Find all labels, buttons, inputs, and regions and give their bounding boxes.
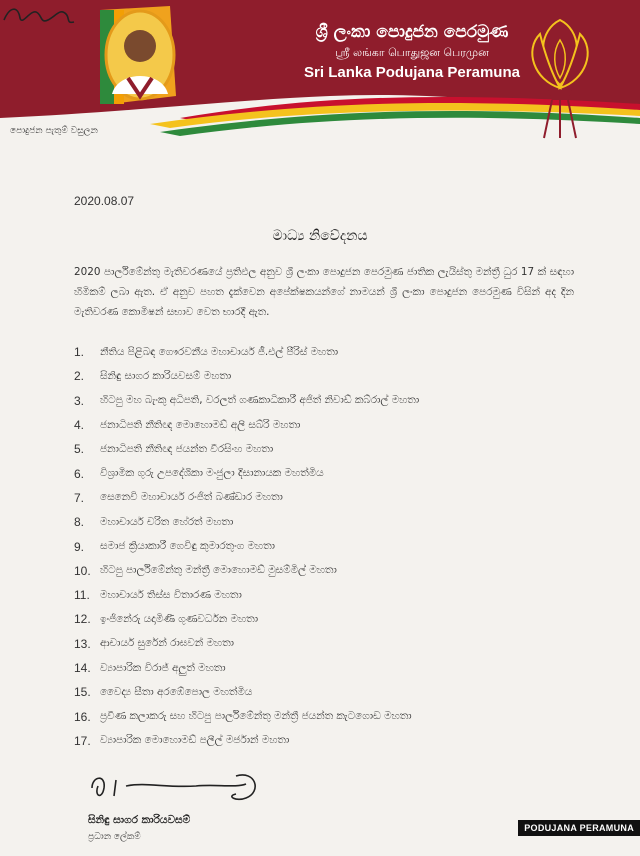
list-item: 10. හිටපු පාර්ලිමේන්තු මන්ත්‍රී මොහොමඩ් මුසම්මිල් මහතා [74,563,337,578]
leader-signature-logo [0,0,80,30]
nominee-name: සිනිඳු සාගර කාරියවසම් මහතා [100,369,232,382]
list-item: 5. ජනාධිපති නීතිඥ ජයන්ත වීරසිංහ මහතා [74,442,274,457]
handwritten-signature [86,766,266,810]
list-item: 2. සිනිඳු සාගර කාරියවසම් මහතා [74,369,232,384]
nominee-name: මහාචාර්ය තිස්ස විතාරණ මහතා [100,588,242,601]
nominee-name: මහාචාර්ය චරිත හේරත් මහතා [100,515,234,528]
list-item: 8. මහාචාර්ය චරිත හේරත් මහතා [74,515,234,530]
signer-title: ප්‍රධාන ලේකම් [88,832,141,842]
list-item: 4. ජනාධිපති නීතිඥ මොහොමඩ් අලි සබ්රි මහතා [74,418,301,433]
list-item: 3. හිටපු මහ බැංකු අධිපති, වරලත් ගණකාධිකාරී අජිත් නිවාඩ් කබ්රාල් මහතා [74,393,420,408]
nominee-list [74,340,594,753]
nominee-name: සෙනෙවි මහාචාර්ය රංජිත් බණ්ඩාර මහතා [100,491,283,504]
list-item: 15. වෛද්‍ය සීතා අරඹේපොල මහත්මිය [74,685,253,700]
party-name-sinhala: ශ්‍රී ලංකා පොදුජන පෙරමුණ [315,22,509,42]
nominee-name: ආචාර්ය සුරේන් රාඝවන් මහතා [100,637,234,650]
signer-name: සිනිඳු සාගර කාරියවසම් [88,814,191,826]
list-item: 14. ව්‍යාපාරික විරාජ් අලුත් මහතා [74,661,226,675]
party-slogan: පොදුජන පැතුම් වසුලන [10,126,98,136]
party-name-english: Sri Lanka Podujana Peramuna [304,64,520,81]
list-item: 17. ව්‍යාපාරික මොහොමඩ් පලීල් මර්ජාන් මහතා [74,733,290,748]
list-item: 6. විශ්‍රාමික ගුරු උපදේශිකා මංජුලා දිසානායක මහත්මිය [74,466,324,481]
letter-date: 2020.08.07 [74,194,135,208]
nominee-name: වෛද්‍ය සීතා අරඹේපොල මහත්මිය [100,685,253,698]
nominee-name: හිටපු පාර්ලිමේන්තු මන්ත්‍රී මොහොමඩ් මුසම්මිල් මහතා [100,564,337,577]
nominee-name: ව්‍යාපාරික විරාජ් අලුත් මහතා [100,661,226,674]
nominee-name: ඉංජිනේරු යදාමිණී ගුණවර්ධන මහතා [100,612,258,625]
list-item: 11. මහාචාර්ය තිස්ස විතාරණ මහතා [74,588,242,603]
party-name-tamil: ஸ்ரீ லங்கா பொதுஜன பெரமுன [335,46,489,59]
letterhead [0,0,640,160]
nominee-name: ජනාධිපති නීතිඥ මොහොමඩ් අලි සබ්රි මහතා [100,418,301,431]
list-item: 13. ආචාර්ය සුරේන් රාඝවන් මහතා [74,636,234,651]
list-item: 16. ප්‍රවීණ කලාකරු සහ හිටපු පාර්ලිමේන්තු මන්ත්‍රී ජයන්ත කැටගොඩ මහතා [74,709,412,724]
nominee-name: සමාජ ක්‍රියාකාරී ගෙවිඳු කුමාරතුංග මහතා [100,540,275,553]
list-item: 12. ඉංජිනේරු යදාමිණී ගුණවර්ධන මහතා [74,612,258,627]
nominee-name: විශ්‍රාමික ගුරු උපදේශිකා මංජුලා දිසානායක මහත්මිය [100,467,324,480]
nominee-name: ජනාධිපති නීතිඥ ජයන්ත වීරසිංහ මහතා [100,442,274,455]
image-credit: PODUJANA PERAMUNA [518,820,640,836]
nominee-name: නීතිය පිළිබඳ ගෞරවනීය මහාචාර්ය ජී.එල් පීරිස් මහතා [100,345,339,358]
list-item: 9. සමාජ ක්‍රියාකාරී ගෙවිඳු කුමාරතුංග මහතා [74,539,275,554]
list-item: 7. සෙනෙවි මහාචාර්ය රංජිත් බණ්ඩාර මහතා [74,490,283,505]
nominee-name: ප්‍රවීණ කලාකරු සහ හිටපු පාර්ලිමේන්තු මන්ත්‍රී ජයන්ත කැටගොඩ මහතා [100,710,412,723]
leader-portrait [124,30,156,62]
nominee-name: හිටපු මහ බැංකු අධිපති, වරලත් ගණකාධිකාරී අජිත් නිවාඩ් කබ්රාල් මහතා [100,394,420,407]
list-item: 1. නීතිය පිළිබඳ ගෞරවනීය මහාචාර්ය ජී.එල් පීරිස් මහතා [74,345,339,360]
intro-paragraph: 2020 පාර්ලිමේන්තු මැතිවරණයේ ප්‍රතිඵල අනුව ශ්‍රී ලංකා පොදුජන පෙරමුණ ජාතික ලැයිස්තු මන්ත්‍රී ධුර 17 ක් සඳහා හිමිකම් ලබා ඇත. ඒ අනුව පහත දැක්වෙන අපේක්ෂකයන්ගේ නාමයන් ශ්‍රී ලංකා පොදුජන පෙරමුණ විසින් අද දින මැතිවරණ කොමිෂන් සභාව වෙත භාරදී ඇත. [74,266,574,318]
nominee-name: ව්‍යාපාරික මොහොමඩ් පලීල් මර්ජාන් මහතා [100,734,290,747]
document-title: මාධ්‍ය නිවේදනය [272,228,368,244]
